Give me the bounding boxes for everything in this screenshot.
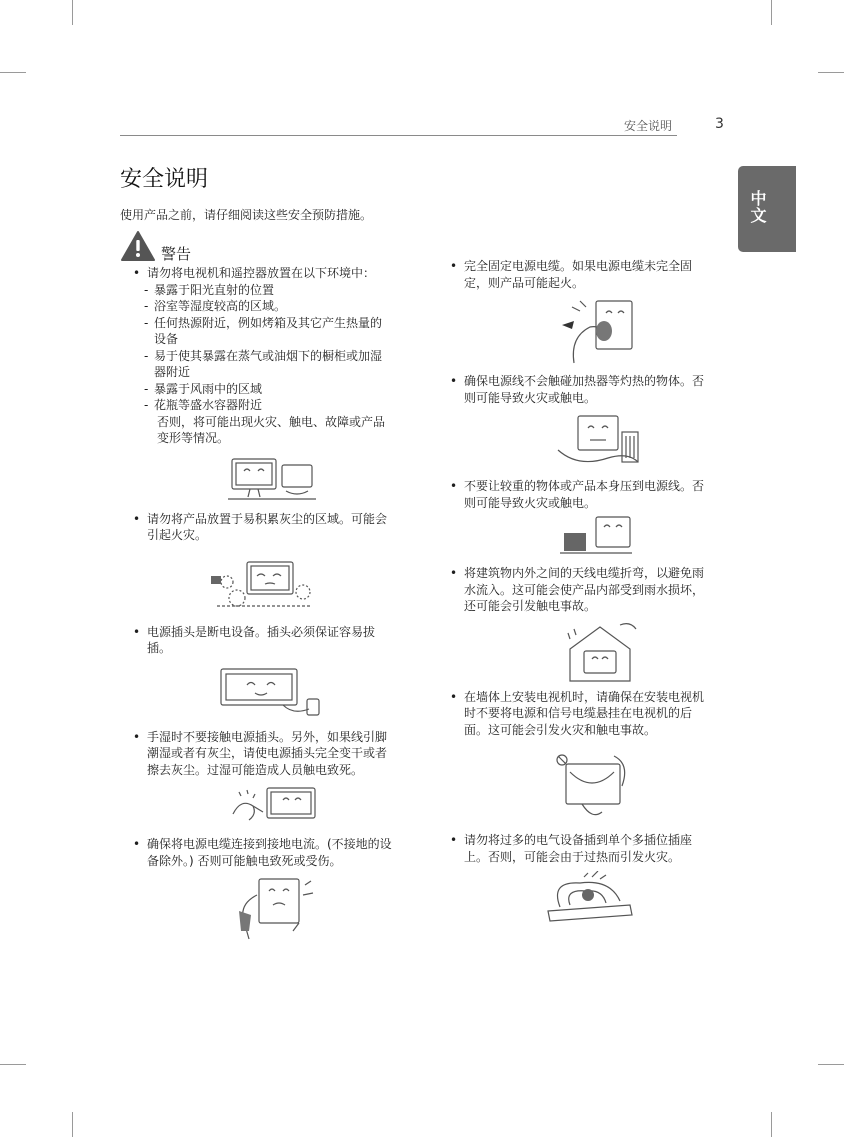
- page-title: 安全说明: [120, 167, 209, 192]
- loose-cable-illustration: [560, 297, 640, 365]
- item-text: 将建筑物内外之间的天线电缆折弯，以避免雨水流入。这可能会使产品内部受到雨水损坏，还可能会引发触电事故。: [464, 566, 705, 613]
- list-item: • 确保电源线不会触碰加热器等灼热的物体。否则可能导致火灾或触电。: [450, 373, 712, 470]
- crop-mark: [0, 72, 26, 73]
- wall-mount-illustration: [552, 750, 636, 826]
- list-item: • 电源插头是断电设备。插头必须保证容易拔插。: [133, 624, 393, 721]
- list-item: • 将建筑物内外之间的天线电缆折弯，以避免雨水流入。这可能会使产品内部受到雨水损坏，还可能会引发触电事故。: [450, 565, 712, 683]
- item-text: 请勿将电视机和遥控器放置在以下环境中：: [147, 266, 376, 280]
- list-item: • 请勿将产品放置于易积累灰尘的区域。可能会引起火灾。: [133, 511, 393, 614]
- sub-item: - 暴露于阳光直射的位置: [144, 282, 275, 297]
- item-text: 确保电源线不会触碰加热器等灼热的物体。否则可能导致火灾或触电。: [464, 374, 705, 405]
- tv-heat-illustration: [222, 453, 322, 505]
- sublist: [144, 282, 393, 414]
- sub-item: - 暴露于风雨中的区域: [144, 381, 263, 396]
- power-strip-illustration: [540, 871, 640, 929]
- item-text: 请勿将产品放置于易积累灰尘的区域。可能会引起火灾。: [147, 511, 388, 542]
- sub-item: - 易于使其暴露在蒸气或油烟下的橱柜或加湿器附近: [144, 348, 383, 379]
- list-item: • 确保将电源电缆连接到接地电流。(不接地的设备除外。) 否则可能触电致死或受伤。: [133, 836, 393, 941]
- item-text: 请勿将过多的电气设备插到单个多插位插座上。否则，可能会由于过热而引发火灾。: [464, 833, 693, 864]
- crop-mark: [0, 1064, 26, 1065]
- warning-title: 警告: [161, 245, 192, 263]
- crop-mark: [771, 0, 772, 25]
- item-text: 确保将电源电缆连接到接地电流。(不接地的设备除外。) 否则可能触电致死或受伤。: [147, 837, 392, 868]
- list-item: • 完全固定电源电缆。如果电源电缆未完全固定，则产品可能起火。: [450, 258, 712, 365]
- language-tab: [738, 166, 796, 252]
- crop-mark: [818, 1064, 844, 1065]
- grounding-illustration: [229, 875, 319, 941]
- item-note: 否则，将可能出现火灾、触电、故障或产品变形等情况。: [157, 414, 386, 445]
- sub-item: - 花瓶等盛水容器附近: [144, 398, 263, 412]
- header-section-title: 安全说明: [624, 119, 673, 133]
- sub-item: - 任何热源附近，例如烤箱及其它产生热量的设备: [144, 315, 383, 346]
- page-number: 3: [715, 116, 724, 132]
- right-column: [450, 258, 712, 929]
- sub-item: - 浴室等湿度较高的区域。: [144, 299, 287, 313]
- intro-text: 使用产品之前，请仔细阅读这些安全预防措施。: [120, 208, 373, 222]
- warning-icon: [120, 230, 156, 262]
- left-column: [133, 265, 393, 941]
- item-text: 不要让较重的物体或产品本身压到电源线。否则可能导致火灾或触电。: [464, 479, 705, 510]
- heater-cable-illustration: [548, 412, 644, 470]
- list-item: • 在墙体上安装电视机时，请确保在安装电视机时不要将电源和信号电缆悬挂在电视机的后面。这可能会引发火灾和触电事故。: [450, 689, 712, 827]
- list-item: • 请勿将过多的电气设备插到单个多插位插座上。否则，可能会由于过热而引发火灾。: [450, 832, 712, 929]
- item-text: 手湿时不要接触电源插头。另外，如果线引脚潮湿或者有灰尘，请使电源插头完全变干或者擦去灰尘。过湿可能造成人员触电致死。: [147, 729, 388, 777]
- crop-mark: [771, 1112, 772, 1137]
- item-text: 完全固定电源电缆。如果电源电缆未完全固定，则产品可能起火。: [464, 259, 693, 290]
- list-item: • 手湿时不要接触电源插头。另外，如果线引脚潮湿或者有灰尘，请使电源插头完全变干或者擦去灰尘。过湿可能造成人员触电致死。: [133, 729, 393, 829]
- crop-mark: [72, 0, 73, 25]
- item-text: 在墙体上安装电视机时，请确保在安装电视机时不要将电源和信号电缆悬挂在电视机的后面。这可能会引发火灾和触电事故。: [464, 689, 705, 737]
- crop-mark: [818, 72, 844, 73]
- header-divider: [120, 135, 677, 136]
- crop-mark: [72, 1112, 73, 1137]
- item-text: 电源插头是断电设备。插头必须保证容易拔插。: [147, 624, 376, 655]
- wet-hands-illustration: [227, 784, 327, 828]
- tv-plug-illustration: [217, 665, 327, 721]
- list-item: • 请勿将电视机和遥控器放置在以下环境中： - 暴露于阳光直射的位置 - 浴室等湿度较高的区域。 - 任何热源附近，例如烤箱及其它产生热量的设备 - 易于使其暴露在蒸气或油烟下的橱柜或加湿器附近 - 暴露于风雨中的区域 - 花瓶等盛水容器附近 否则，将可能出现火灾、触电、故障或产品变形等情况。: [133, 265, 393, 505]
- language-tab-label: 中文: [748, 190, 767, 224]
- tv-dust-illustration: [207, 552, 317, 614]
- list-item: • 不要让较重的物体或产品本身压到电源线。否则可能导致火灾或触电。: [450, 478, 712, 561]
- antenna-rain-illustration: [560, 621, 640, 683]
- heavy-object-illustration: [556, 515, 636, 561]
